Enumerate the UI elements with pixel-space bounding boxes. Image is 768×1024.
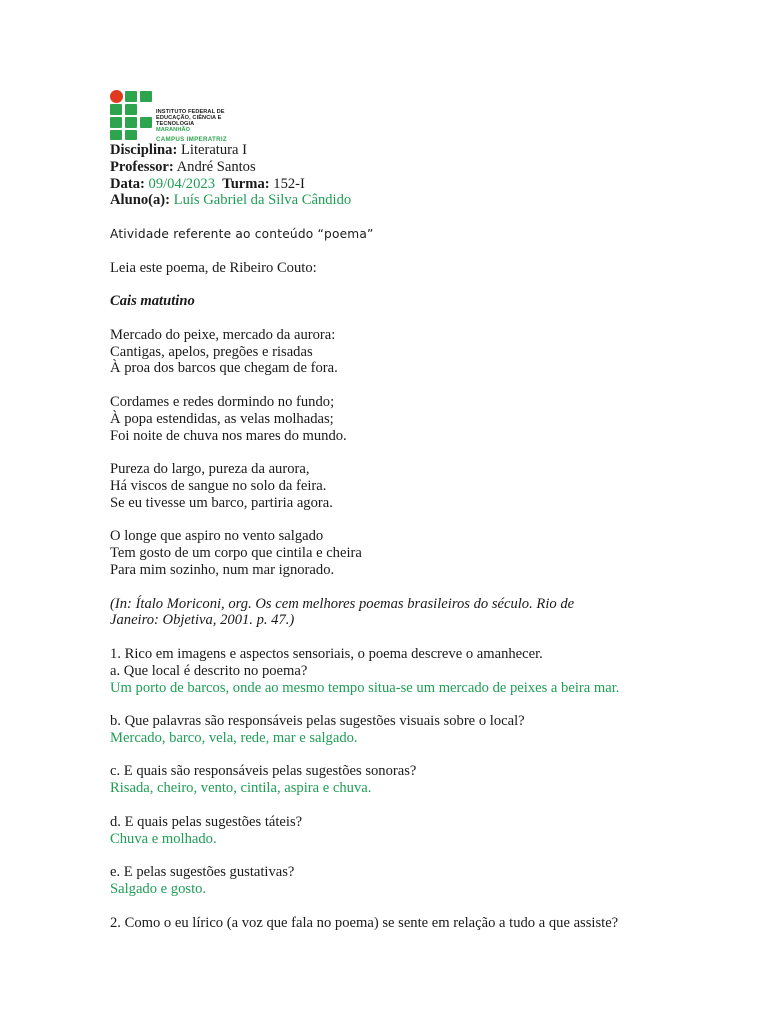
intro-text: Leia este poema, de Ribeiro Couto: (110, 259, 317, 276)
aluno-line: Aluno(a): Luís Gabriel da Silva Cândido (110, 192, 352, 209)
question-1c: c. E quais são responsáveis pelas sugestões sonoras? (110, 763, 417, 780)
answer-1e: Salgado e gosto. (110, 881, 207, 898)
poem-line: À proa dos barcos que chegam de fora. (110, 360, 338, 377)
institute-logo (110, 88, 260, 142)
date-value: 09/04/2023 (148, 175, 215, 192)
answer-1c: Risada, cheiro, vento, cintila, aspira e chuva. (110, 780, 372, 797)
question-1a: a. Que local é descrito no poema? (110, 662, 308, 679)
poem-stanza (110, 327, 730, 377)
poem-line: O longe que aspiro no vento salgado (110, 528, 324, 545)
question-2: 2. Como o eu lírico (a voz que fala no poema) se sente em relação a tudo a que assiste? (110, 914, 619, 931)
poem-line: Pureza do largo, pureza da aurora, (110, 461, 310, 478)
poem-stanza (110, 461, 730, 511)
logo-campus-text: CAMPUS IMPERATRIZ (156, 136, 227, 143)
header-block (110, 142, 730, 209)
poem-stanza (110, 528, 730, 578)
poem-line: Cantigas, apelos, pregões e risadas (110, 343, 313, 360)
poem-stanza (110, 394, 730, 444)
poem-title: Cais matutino (110, 293, 195, 310)
logo-institute-text: INSTITUTO FEDERAL DE EDUCAÇÃO, CIÊNCIA E TECNOLOGIA MARANHÃO (156, 109, 225, 133)
poem-line: À popa estendidas, as velas molhadas; (110, 410, 334, 427)
question-1e: e. E pelas sugestões gustativas? (110, 864, 295, 881)
poem-citation: (In: Ítalo Moriconi, org. Os cem melhores poemas brasileiros do século. Rio de Janeiro: Objetiva, 2001. p. 47.) (110, 595, 575, 629)
professor-line: Professor: André Santos (110, 158, 256, 175)
document-page (110, 88, 730, 931)
question-1: 1. Rico em imagens e aspectos sensoriais, o poema descreve o amanhecer. (110, 645, 543, 662)
poem-line: Há viscos de sangue no solo da feira. (110, 477, 327, 494)
disciplina-line: Disciplina: Literatura I (110, 142, 248, 158)
question-1b: b. Que palavras são responsáveis pelas sugestões visuais sobre o local? (110, 713, 525, 730)
poem-line: Se eu tivesse um barco, partiria agora. (110, 494, 333, 511)
poem-line: Mercado do peixe, mercado da aurora: (110, 326, 336, 343)
data-turma-line: Data: 09/04/2023 Turma: 152-I (110, 175, 305, 192)
activity-line: Atividade referente ao conteúdo “poema” (110, 226, 374, 241)
poem-line: Cordames e redes dormindo no fundo; (110, 393, 335, 410)
student-name: Luís Gabriel da Silva Cândido (173, 192, 352, 209)
answer-1a: Um porto de barcos, onde ao mesmo tempo situa-se um mercado de peixes a beira mar. (110, 679, 620, 696)
answer-1b: Mercado, barco, vela, rede, mar e salgado. (110, 729, 358, 746)
poem-line: Foi noite de chuva nos mares do mundo. (110, 427, 347, 444)
poem-line: Tem gosto de um corpo que cintila e cheira (110, 545, 362, 562)
answer-1d: Chuva e molhado. (110, 830, 217, 847)
poem-line: Para mim sozinho, num mar ignorado. (110, 561, 335, 578)
logo-grid-icon (110, 90, 154, 140)
question-1d: d. E quais pelas sugestões táteis? (110, 813, 303, 830)
